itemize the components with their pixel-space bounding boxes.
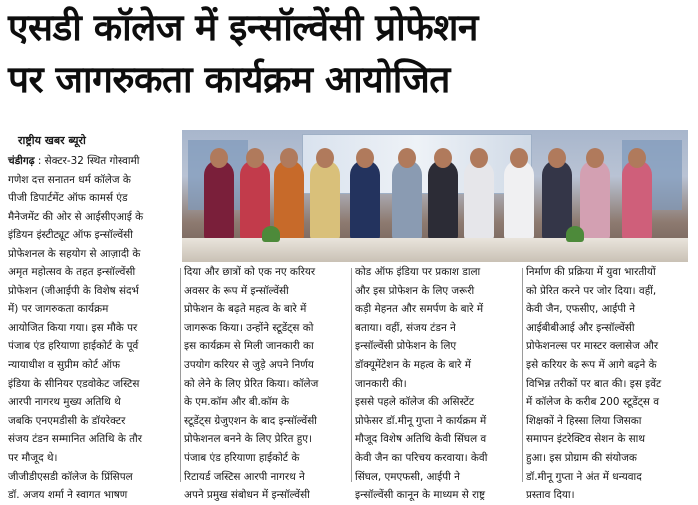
article-line: प्रस्ताव दिया। <box>526 489 575 502</box>
photo-person <box>580 160 610 240</box>
column-rule <box>351 268 352 482</box>
column-3 <box>355 263 519 505</box>
article-line: को लेने के लिए प्रेरित किया। कॉलेज <box>184 377 319 390</box>
article-line: विभिन्न तरीकों पर बात की। इस इवेंट <box>526 377 662 390</box>
photo-dais-table <box>182 238 688 262</box>
article-line: प्रोफेशनल बनने के लिए प्रेरित हुए। <box>184 433 312 446</box>
article-line <box>8 245 176 264</box>
column-rule <box>180 268 181 482</box>
photo-person <box>204 160 234 240</box>
article-line: जागरूक किया। उन्होंने स्टूडेंट्स को <box>184 321 314 334</box>
article-line: निर्माण की प्रक्रिया में युवा भारतीयों <box>526 266 656 278</box>
article-line: दिया और छात्रों को एक नए करियर <box>184 266 316 278</box>
photo-person <box>622 160 652 240</box>
photo-person <box>274 160 304 240</box>
article-line <box>8 152 176 171</box>
article-line: पंजाब एंड हरियाणा हाईकोर्ट के पूर्व <box>8 340 139 353</box>
photo-person <box>350 160 380 240</box>
article-line: डॉ.मीनू गुप्ता ने अंत में धन्यवाद <box>526 470 642 483</box>
article-line: डॉक्यूमेंटेशन के महत्व के बारे में <box>355 358 471 371</box>
dateline: चंडीगढ़ <box>8 155 35 167</box>
article-line <box>8 208 176 227</box>
article-line: जबकि एनएमडीसी के डॉयरेक्टर <box>8 414 126 427</box>
article-line: जीजीडीएसडी कॉलेज के प्रिंसिपल <box>8 470 133 483</box>
photo-person <box>464 160 494 240</box>
column-1-bottom <box>8 263 176 505</box>
article-line: मौजूद विशेष अतिथि केवी सिंघल व <box>355 433 487 446</box>
article-line: इंडिया के सीनियर एडवोकेट जस्टिस <box>8 377 140 390</box>
article-line: प्रोफेसर डॉ.मीनू गुप्ता ने कार्यक्रम में <box>355 414 487 427</box>
article-line: संजय टंडन सम्मानित अतिथि के तौर <box>8 433 142 446</box>
article-line: प्रोफेशन (जीआईपी के विशेष संदर्भ <box>8 284 139 297</box>
article-line: अमृत महोत्सव के तहत इन्सॉल्वेंसी <box>8 266 136 278</box>
column-rule <box>522 268 523 482</box>
article-line: आरपी नागरथ मुख्य अतिथि थे <box>8 396 121 409</box>
article-line: डॉ. अजय शर्मा ने स्वागत भाषण <box>8 489 128 502</box>
article-line: सिंघल, एमएफसी, आईपी ने <box>355 470 460 483</box>
article-line: और इस प्रोफेशन के लिए जरूरी <box>355 284 475 297</box>
photo-person <box>504 160 534 240</box>
event-photo <box>182 130 688 262</box>
article-line: जानकारी की। <box>355 377 407 390</box>
photo-plant <box>566 226 584 242</box>
article-line: इससे पहले कॉलेज की असिस्टेंट <box>355 396 475 409</box>
article-line: हुआ। इस प्रोग्राम की संयोजक <box>526 451 637 464</box>
article-line: में कॉलेज के करीब 200 स्टूडेंट्स व <box>526 396 659 409</box>
article-line: पर मौजूद थे। <box>8 451 58 464</box>
article-line: प्रोफेशन के बढ़ते महत्व के बारे में <box>184 303 307 316</box>
article-line: में) पर जागरुकता कार्यक्रम <box>8 303 109 316</box>
article-line: के एम.कॉम और बी.कॉम के <box>184 396 290 409</box>
article-line: इन्सॉल्वेंसी कानून के माध्यम से राष्ट्र <box>355 489 486 502</box>
photo-person <box>392 160 422 240</box>
column-4 <box>526 263 692 505</box>
article-text: मैनेजमेंट की ओर से आईसीएआई के <box>8 210 144 223</box>
column-1-top <box>8 152 176 264</box>
photo-plant <box>262 226 280 242</box>
article-line: कड़ी मेहनत और समर्पण के बारे में <box>355 303 484 316</box>
article-line: शिक्षकों ने हिस्सा लिया जिसका <box>526 414 642 427</box>
article-line: उपयोग करियर से जुड़े अपने निर्णय <box>184 358 314 371</box>
article-line: प्रोफेशनल्स पर मास्टर क्लासेज और <box>526 340 659 353</box>
article-text: गणेश दत्त सनातन धर्म कॉलेज के <box>8 173 131 186</box>
article-text: : सेक्टर-32 स्थित गोस्वामी <box>34 155 140 167</box>
headline-line-1: एसडी कॉलेज में इन्सॉल्वेंसी प्रोफेशन <box>8 6 478 49</box>
article-line <box>8 171 176 190</box>
headline <box>8 2 692 106</box>
article-line: बताया। वहीं, संजय टंडन ने <box>355 321 456 334</box>
article-line: कोड ऑफ इंडिया पर प्रकाश डाला <box>355 266 481 278</box>
article-text: पीजी डिपार्टमेंट ऑफ कामर्स एंड <box>8 192 128 205</box>
article-line: आईबीबीआई और इन्सॉल्वेंसी <box>526 321 635 334</box>
article-line: न्यायाधीश व सुप्रीम कोर्ट ऑफ <box>8 358 121 371</box>
article-line: स्टूडेंट्स ग्रेजुएशन के बाद इन्सॉल्वेंसी <box>184 414 317 427</box>
article-line: समापन इंटरेक्टिव सेशन के साथ <box>526 433 645 446</box>
article-line <box>8 189 176 208</box>
article-line: केवी जैन, एफसीए, आईपी ने <box>526 303 636 316</box>
article-line: रिटायर्ड जस्टिस आरपी नागरथ ने <box>184 470 305 483</box>
article-line: को प्रेरित करने पर जोर दिया। वहीं, <box>526 284 657 297</box>
article-line: केवी जैन का परिचय करवाया। केवी <box>355 451 488 464</box>
photo-person <box>428 160 458 240</box>
column-2 <box>184 263 348 505</box>
article-text: प्रोफेशनल के सहयोग से आज़ादी के <box>8 247 141 260</box>
article-line: इन्सॉल्वेंसी प्रोफेशन के लिए <box>355 340 457 353</box>
headline-line-2: पर जागरुकता कार्यक्रम आयोजित <box>8 58 450 101</box>
article-line: आयोजित किया गया। इस मौके पर <box>8 321 138 334</box>
article-line <box>8 226 176 245</box>
article-text: इंडियन इंस्टीट्यूट ऑफ इन्सॉल्वेंसी <box>8 229 133 242</box>
photo-person <box>310 160 340 240</box>
article-line: इसे करियर के रूप में आगे बढ़ने के <box>526 358 657 371</box>
byline: राष्ट्रीय खबर ब्यूरो <box>18 134 86 147</box>
article-line: पंजाब एंड हरियाणा हाईकोर्ट के <box>184 451 300 464</box>
article-line: अपने प्रमुख संबोधन में इन्सॉल्वेंसी <box>184 489 310 502</box>
article-line: अवसर के रूप में इन्सॉल्वेंसी <box>184 284 289 297</box>
article-line: इस कार्यक्रम से मिली जानकारी का <box>184 340 314 353</box>
